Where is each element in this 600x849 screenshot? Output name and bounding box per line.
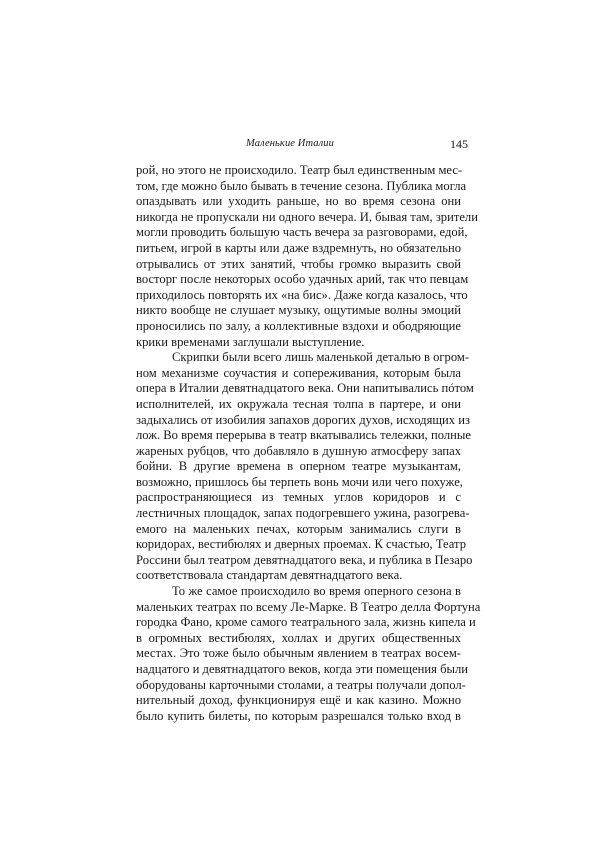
text-line: проносились по залу, а коллективные вздохи и ободряющие — [136, 318, 461, 333]
body-text — [136, 163, 481, 724]
text-line: задыхались от изобилия запахов дорогих духов, исходящих из — [136, 412, 470, 427]
text-line: рой, но этого не происходило. Театр был единственным мес- — [136, 163, 463, 177]
text-line: приходилось повторять их «на бис». Даже когда казалось, что — [136, 287, 468, 302]
text-line: Скрипки были всего лишь маленькой деталью в огром- — [172, 350, 470, 365]
text-line: То же самое происходило во время оперного сезона в — [172, 584, 461, 599]
text-line: никто вообще не слушает музыку, ощутимые волны эмоций — [136, 303, 461, 318]
text-line: ном механизме соучастия и сопереживания, которым была — [136, 365, 461, 380]
text-line: городка Фано, кроме самого театрального зала, жизнь кипела и — [136, 615, 476, 630]
text-line: местах. Это тоже было обычным явлением в театрах восем- — [136, 646, 461, 661]
text-line: питьем, игрой в карты или даже вздремнуть, но обязательно — [136, 240, 461, 255]
text-line: восторг после некоторых особо удачных арий, так что певцам — [136, 272, 469, 287]
paragraph-2 — [136, 350, 474, 584]
text-line: могли проводить большую часть вечера за разговорами, едой, — [136, 225, 468, 240]
text-line: опаздывать или уходить раньше, но во время сезона они — [136, 194, 461, 209]
paragraph-1 — [136, 163, 478, 350]
text-line: бойни. В другие времена в оперном театре музыкантам, — [136, 459, 461, 474]
text-line: жареных рубцов, что добавляло в душную атмосферу запах — [136, 443, 461, 458]
text-line: лож. Во время перерыва в театр вкатывались тележки, полные — [136, 428, 471, 443]
running-head: Маленькие Италии — [246, 138, 335, 149]
text-line: соответствовала стандартам девятнадцатого века. — [136, 568, 403, 583]
text-line: маленьких театрах по всему Ле-Марке. В Театро делла Фортуна — [136, 599, 481, 614]
text-line: надцатого и девятнадцатого веков, когда эти помещения были — [136, 662, 468, 676]
text-line: нительный доход, функционируя ещё и как казино. Можно — [136, 693, 461, 708]
text-line: опера в Италии девятнадцатого века. Они напитывались пóтом — [136, 381, 474, 396]
text-line: возможно, пришлось бы терпеть вонь мочи или чего похуже, — [136, 474, 463, 489]
text-line: емого на маленьких печах, которым занимались слуги в — [136, 521, 461, 536]
text-line: в огромных вестибюлях, холлах и других общественных — [136, 630, 461, 645]
text-line: Россини был театром девятнадцатого века, и публика в Пезаро — [136, 552, 473, 567]
text-line: отрывались от этих занятий, чтобы громко выразить свой — [136, 256, 461, 271]
page-number: 145 — [450, 137, 468, 151]
text-line: исполнителей, их окружала тесная толпа в партере, и они — [136, 396, 461, 411]
text-line: том, где можно было бывать в течение сезона. Публика могла — [136, 178, 467, 193]
text-line: крики временами заглушали выступление. — [136, 334, 365, 349]
text-line: коридорах, вестибюлях и дверных проемах. К счастью, Театр — [136, 537, 467, 552]
text-line: распространяющиеся из темных углов коридоров и с — [136, 490, 461, 505]
text-line: оборудованы карточными столами, а театры получали допол- — [136, 677, 466, 692]
paragraph-3 — [136, 584, 481, 724]
text-line: лестничных площадок, запах подогревшего ужина, разогрева- — [136, 506, 470, 521]
text-line: никогда не пропускали ни одного вечера. И, бывая там, зрители — [136, 209, 478, 224]
text-line: было купить билеты, по которым разрешался только вход в — [136, 708, 461, 723]
